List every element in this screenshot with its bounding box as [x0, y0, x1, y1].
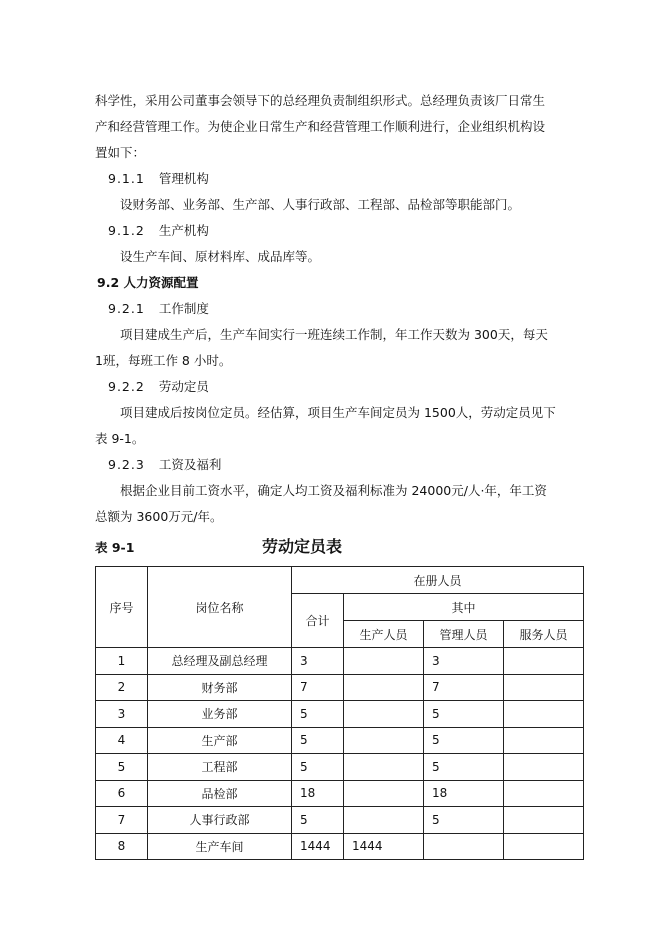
cell-total: 5 — [292, 754, 344, 781]
cell-production — [344, 780, 424, 807]
cell-total: 5 — [292, 727, 344, 754]
section-title: 工作制度 — [158, 301, 209, 316]
cell-production: 1444 — [344, 833, 424, 860]
table-row — [96, 780, 584, 807]
paragraph-line: 设生产车间、原材料库、成品库等。 — [120, 249, 321, 264]
cell-management — [424, 833, 504, 860]
header-seq: 序号 — [96, 567, 148, 648]
cell-total: 1444 — [292, 833, 344, 860]
paragraph-line: 1班，每班工作 8 小时。 — [95, 353, 232, 368]
paragraph-line: 总额为 3600万元/年。 — [95, 509, 223, 524]
cell-service — [504, 701, 584, 728]
cell-post-name: 品检部 — [148, 780, 292, 807]
table-row — [96, 648, 584, 675]
table-row — [96, 701, 584, 728]
cell-total: 5 — [292, 807, 344, 834]
header-total: 合计 — [292, 594, 344, 648]
section-number: 9.2.1 — [108, 301, 145, 316]
cell-management: 3 — [424, 648, 504, 675]
cell-seq: 7 — [96, 807, 148, 834]
paragraph-line: 置如下： — [95, 145, 146, 160]
cell-total: 3 — [292, 648, 344, 675]
section-title: 劳动定员 — [158, 379, 209, 394]
section-number: 9.2.2 — [108, 379, 145, 394]
section-number: 9.1.1 — [108, 171, 145, 186]
section-heading-9-2-2 — [108, 378, 209, 396]
section-heading-9-1-1 — [108, 170, 209, 188]
cell-management: 5 — [424, 701, 504, 728]
paragraph-line: 项目建成生产后，生产车间实行一班连续工作制，年工作天数为 300天，每天 — [120, 327, 548, 342]
cell-service — [504, 727, 584, 754]
cell-management: 5 — [424, 727, 504, 754]
section-number: 9.1.2 — [108, 223, 145, 238]
cell-seq: 6 — [96, 780, 148, 807]
cell-seq: 5 — [96, 754, 148, 781]
cell-service — [504, 674, 584, 701]
cell-seq: 2 — [96, 674, 148, 701]
cell-post-name: 工程部 — [148, 754, 292, 781]
section-title: 生产机构 — [158, 223, 209, 238]
cell-service — [504, 807, 584, 834]
table-title: 劳动定员表 — [262, 537, 343, 556]
cell-seq: 8 — [96, 833, 148, 860]
table-row — [96, 674, 584, 701]
cell-post-name: 生产部 — [148, 727, 292, 754]
table-row — [96, 727, 584, 754]
header-management: 管理人员 — [424, 621, 504, 648]
paragraph-line: 科学性，采用公司董事会领导下的总经理负责制组织形式。总经理负责该厂日常生 — [95, 93, 546, 108]
staffing-table — [95, 566, 584, 860]
cell-service — [504, 754, 584, 781]
cell-post-name: 财务部 — [148, 674, 292, 701]
section-title: 工资及福利 — [158, 457, 222, 472]
section-heading-9-2-1 — [108, 300, 209, 318]
cell-total: 5 — [292, 701, 344, 728]
cell-management: 5 — [424, 807, 504, 834]
cell-management: 7 — [424, 674, 504, 701]
section-heading-9-2-3 — [108, 456, 221, 474]
paragraph-line: 项目建成后按岗位定员。经估算，项目生产车间定员为 1500人，劳动定员见下 — [120, 405, 556, 420]
cell-production — [344, 648, 424, 675]
paragraph-line: 根据企业目前工资水平，确定人均工资及福利标准为 24000元/人·年，年工资 — [120, 483, 547, 498]
cell-production — [344, 727, 424, 754]
cell-management: 5 — [424, 754, 504, 781]
paragraph-line: 产和经营管理工作。为使企业日常生产和经营管理工作顺利进行，企业组织机构设 — [95, 119, 546, 134]
section-number: 9.2.3 — [108, 457, 145, 472]
table-row — [96, 807, 584, 834]
table-row — [96, 833, 584, 860]
cell-production — [344, 754, 424, 781]
header-enrolled: 在册人员 — [292, 567, 584, 594]
table-header-row — [96, 567, 584, 594]
header-among: 其中 — [344, 594, 584, 621]
section-title: 管理机构 — [158, 171, 209, 186]
cell-post-name: 人事行政部 — [148, 807, 292, 834]
cell-post-name: 总经理及副总经理 — [148, 648, 292, 675]
cell-service — [504, 833, 584, 860]
header-post: 岗位名称 — [148, 567, 292, 648]
cell-service — [504, 648, 584, 675]
table-row — [96, 754, 584, 781]
cell-seq: 4 — [96, 727, 148, 754]
cell-production — [344, 674, 424, 701]
paragraph-line: 表 9-1。 — [95, 431, 145, 446]
cell-management: 18 — [424, 780, 504, 807]
cell-service — [504, 780, 584, 807]
section-heading-9-1-2 — [108, 222, 209, 240]
cell-post-name: 业务部 — [148, 701, 292, 728]
cell-production — [344, 807, 424, 834]
header-service: 服务人员 — [504, 621, 584, 648]
cell-production — [344, 701, 424, 728]
table-label: 表 9-1 — [95, 540, 135, 555]
cell-total: 7 — [292, 674, 344, 701]
cell-seq: 3 — [96, 701, 148, 728]
header-production: 生产人员 — [344, 621, 424, 648]
paragraph-line: 设财务部、业务部、生产部、人事行政部、工程部、品检部等职能部门。 — [120, 197, 521, 212]
section-heading-9-2: 9.2 人力资源配置 — [97, 275, 199, 290]
cell-post-name: 生产车间 — [148, 833, 292, 860]
cell-total: 18 — [292, 780, 344, 807]
cell-seq: 1 — [96, 648, 148, 675]
